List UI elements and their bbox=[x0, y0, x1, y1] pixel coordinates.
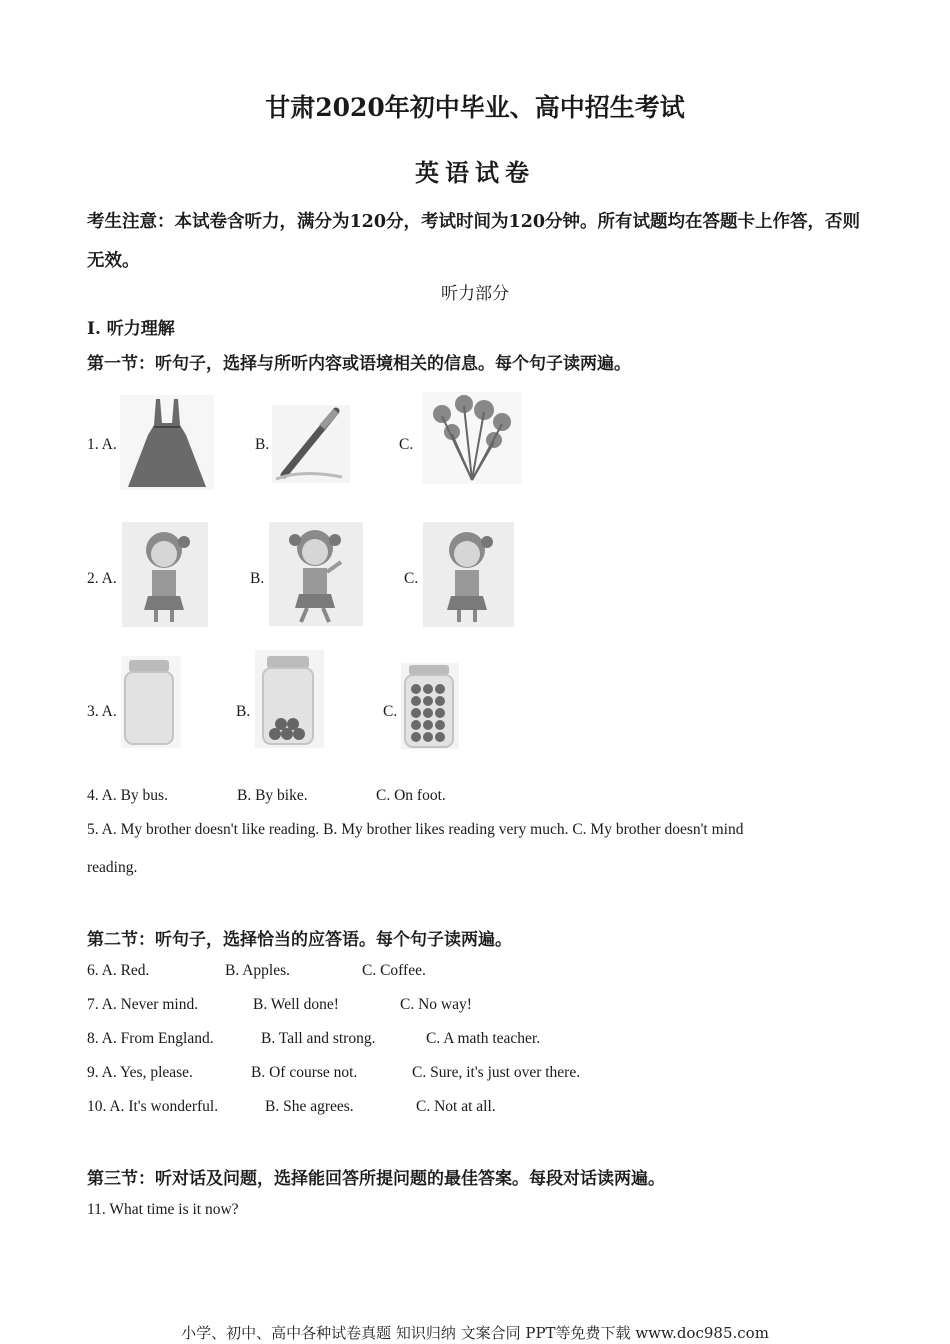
q10-option-a: 10. A. It's wonderful. bbox=[87, 1098, 219, 1115]
section1-instruction: 第一节：听句子，选择与所听内容或语境相关的信息。每个句子读两遍。 bbox=[87, 354, 631, 374]
q10-option-c: C. Not at all. bbox=[416, 1098, 496, 1115]
q4-option-b: B. By bike. bbox=[237, 787, 308, 804]
q9-option-b: B. Of course not. bbox=[251, 1064, 358, 1081]
q6-option-b: B. Apples. bbox=[225, 962, 291, 979]
exam-notice: 考生注意：本试卷含听力，满分为120分，考试时间为120分钟。所有试题均在答题卡上作答，否则无效。 bbox=[87, 212, 861, 271]
dress-icon bbox=[120, 395, 214, 490]
q3-label-b: B. bbox=[236, 703, 251, 720]
listening-heading: 听力部分 bbox=[441, 284, 509, 304]
q2-label-b: B. bbox=[250, 570, 265, 587]
q8-option-b: B. Tall and strong. bbox=[261, 1030, 376, 1047]
jar-few-balls-icon bbox=[255, 650, 324, 748]
girl-icon bbox=[269, 522, 363, 626]
girl-icon bbox=[423, 522, 514, 627]
empty-jar-icon bbox=[121, 656, 181, 748]
q5-line1: 5. A. My brother doesn't like reading. B. My brother likes reading very much. C. My brother doesn't mind bbox=[87, 821, 744, 838]
q6-option-a: 6. A. Red. bbox=[87, 962, 150, 979]
exam-title: 甘肃2020年初中毕业、高中招生考试 bbox=[265, 93, 685, 122]
q2-label-c: C. bbox=[404, 570, 419, 587]
q4-option-c: C. On foot. bbox=[376, 787, 446, 804]
section2-instruction: 第二节：听句子，选择恰当的应答语。每个句子读两遍。 bbox=[87, 930, 512, 950]
jar-full-icon bbox=[401, 663, 459, 749]
pen-icon bbox=[272, 405, 350, 483]
q3-label-a: 3. A. bbox=[87, 703, 117, 720]
part1-title: I. 听力理解 bbox=[87, 319, 175, 339]
q3-label-c: C. bbox=[383, 703, 398, 720]
page-footer[interactable]: 小学、初中、高中各种试卷真题 知识归纳 文案合同 PPT等免费下载 www.doc985.com bbox=[181, 1324, 769, 1342]
q1-label-a: 1. A. bbox=[87, 436, 117, 453]
flowers-icon bbox=[422, 392, 522, 484]
exam-subtitle: 英语试卷 bbox=[415, 158, 535, 187]
q1-label-c: C. bbox=[399, 436, 414, 453]
q7-option-c: C. No way! bbox=[400, 996, 472, 1013]
q1-label-b: B. bbox=[255, 436, 270, 453]
q2-label-a: 2. A. bbox=[87, 570, 117, 587]
q8-option-a: 8. A. From England. bbox=[87, 1030, 214, 1047]
q11-question: 11. What time is it now? bbox=[87, 1201, 239, 1218]
q8-option-c: C. A math teacher. bbox=[426, 1030, 541, 1047]
q10-option-b: B. She agrees. bbox=[265, 1098, 354, 1115]
q4-option-a: 4. A. By bus. bbox=[87, 787, 168, 804]
q9-option-c: C. Sure, it's just over there. bbox=[412, 1064, 581, 1081]
q5-line2: reading. bbox=[87, 859, 138, 876]
q7-option-b: B. Well done! bbox=[253, 996, 339, 1013]
q7-option-a: 7. A. Never mind. bbox=[87, 996, 199, 1013]
girl-icon bbox=[122, 522, 208, 627]
q9-option-a: 9. A. Yes, please. bbox=[87, 1064, 193, 1081]
section3-instruction: 第三节：听对话及问题，选择能回答所提问题的最佳答案。每段对话读两遍。 bbox=[87, 1169, 665, 1189]
q6-option-c: C. Coffee. bbox=[362, 962, 426, 979]
